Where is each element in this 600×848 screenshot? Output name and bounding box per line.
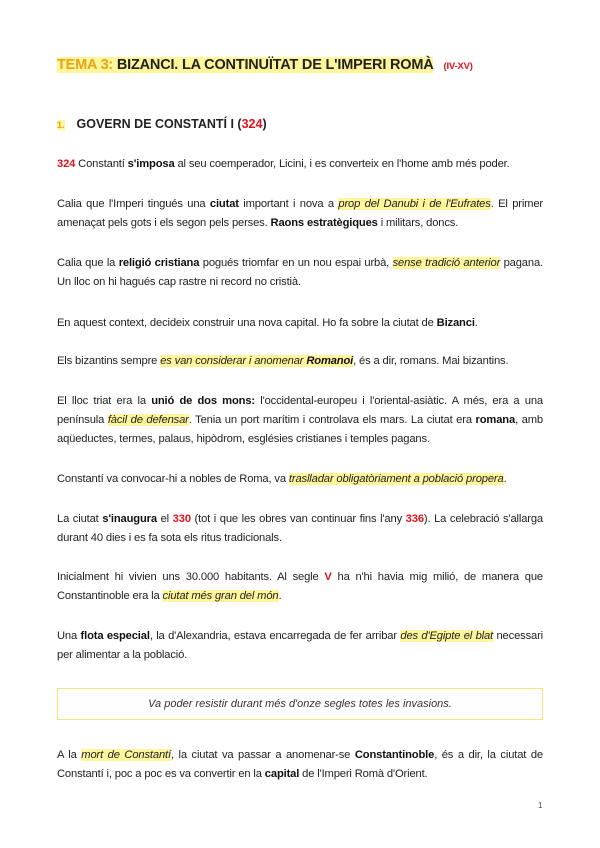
p10-text: Una bbox=[57, 630, 81, 642]
paragraph-10 bbox=[57, 627, 543, 665]
p2-bold-2: Raons estratègiques bbox=[270, 217, 378, 229]
p6-text-4: , amb aqüeductes, termes, palaus, hipòdrom, esglésies cristianes i temples pagans. bbox=[57, 414, 543, 445]
page-title bbox=[57, 57, 473, 73]
p7-highlight: traslladar obligatòriament a població propera bbox=[288, 473, 504, 485]
p1-bold: s'imposa bbox=[127, 158, 175, 170]
p4-text: En aquest context, decideix construir una nova capital. Ho fa sobre la ciutat de bbox=[57, 317, 437, 329]
p10-text-3: necessari per alimentar a la població. bbox=[57, 630, 544, 661]
p11-bold: Constantinoble bbox=[354, 749, 435, 761]
p11-text-3: , és a dir, la ciutat de Constantí i, poc a poc es va convertir en la bbox=[57, 749, 544, 780]
title-highlight bbox=[57, 57, 433, 73]
section-text: GOVERN DE CONSTANTÍ I ( bbox=[76, 117, 242, 131]
title-tema: TEMA 3: bbox=[57, 57, 114, 73]
p10-highlight: des d'Egipte el blat bbox=[400, 630, 494, 642]
p4-bold: Bizanci bbox=[436, 317, 475, 329]
section-number: 1. bbox=[57, 120, 65, 130]
section-heading bbox=[57, 117, 267, 131]
p8-text-2: el bbox=[156, 513, 173, 525]
page-number: 1 bbox=[538, 801, 543, 810]
p3-highlight: sense tradició anterior bbox=[392, 257, 501, 269]
paragraph-2 bbox=[57, 195, 543, 233]
paragraph-8 bbox=[57, 510, 543, 548]
section-close: ) bbox=[262, 117, 267, 131]
callout-box: Va poder resistir durant més d'onze segles totes les invasions. bbox=[57, 688, 543, 720]
p9-text-2: ha n'hi havia mig milió, de manera que Constantinoble era la bbox=[57, 571, 543, 602]
p2-text-3: . El primer amenaçat pels gots i els segon pels perses. bbox=[57, 198, 543, 229]
p2-text-4: i militars, doncs. bbox=[377, 217, 459, 229]
p6-bold: unió de dos mons: bbox=[151, 395, 255, 407]
p1-text: Constantí bbox=[75, 158, 128, 170]
p9-highlight: ciutat més gran del món bbox=[162, 590, 279, 602]
p5-highlight: es van considerar i anomenar bbox=[160, 355, 307, 367]
p10-bold: flota especial bbox=[80, 630, 150, 642]
p3-bold: religió cristiana bbox=[118, 257, 200, 269]
p5-highlight-bold: Romanoi bbox=[306, 355, 354, 367]
title-period: (IV-XV) bbox=[443, 61, 473, 72]
p10-text-2: , la d'Alexandria, estava encarregada de fer arribar bbox=[149, 630, 401, 642]
p6-text-2: l'occidental-europeu i l'oriental-asiàtic. A més, era a una península bbox=[57, 395, 543, 426]
p7-text: Constantí va convocar-hi a nobles de Roma, va bbox=[57, 473, 289, 485]
p2-text: Calia que l'Imperi tingués una bbox=[57, 198, 210, 210]
paragraph-3 bbox=[57, 254, 543, 292]
p7-text-2: . bbox=[503, 473, 507, 485]
paragraph-1 bbox=[57, 155, 543, 174]
p8-bold: s'inaugura bbox=[102, 513, 157, 525]
p3-text: Calia que la bbox=[57, 257, 119, 269]
paragraph-4 bbox=[57, 314, 543, 333]
p1-year: 324 bbox=[57, 158, 76, 170]
paragraph-11 bbox=[57, 746, 543, 784]
p8-year-330: 330 bbox=[172, 513, 191, 525]
p11-highlight: mort de Constantí bbox=[81, 749, 171, 761]
p6-text: El lloc triat era la bbox=[57, 395, 152, 407]
paragraph-5 bbox=[57, 352, 543, 371]
p6-text-3: . Tenia un port marítim i controlava els mars. La ciutat era bbox=[188, 414, 476, 426]
p5-text: Els bizantins sempre bbox=[57, 355, 161, 367]
p9-text-3: . bbox=[278, 590, 282, 602]
p11-text-2: , la ciutat va passar a anomenar-se bbox=[170, 749, 355, 761]
p4-text-2: . bbox=[474, 317, 478, 329]
p9-century: V bbox=[324, 571, 332, 583]
p6-highlight: fàcil de defensar bbox=[107, 414, 189, 426]
p3-text-2: pogués triomfar en un nou espai urbà, bbox=[199, 257, 393, 269]
p9-text: Inicialment hi vivien uns 30.000 habitants. Al segle bbox=[57, 571, 325, 583]
p2-bold: ciutat bbox=[209, 198, 239, 210]
paragraph-9 bbox=[57, 568, 543, 606]
paragraph-6 bbox=[57, 392, 543, 449]
p2-text-2: important i nova a bbox=[238, 198, 339, 210]
p2-highlight: prop del Danubi i de l'Eufrates bbox=[338, 198, 491, 210]
section-year: 324 bbox=[241, 117, 263, 131]
p8-text-3: (tot i que les obres van continuar fins l'any bbox=[190, 513, 406, 525]
p5-text-2: , és a dir, romans. Mai bizantins. bbox=[353, 355, 509, 367]
p11-bold-2: capital bbox=[264, 768, 300, 780]
p1-text-2: al seu coemperador, Licini, i es converteix en l'home amb més poder. bbox=[174, 158, 510, 170]
p8-year-336: 336 bbox=[405, 513, 424, 525]
p8-text: La ciutat bbox=[57, 513, 103, 525]
p11-text-4: de l'Imperi Romà d'Orient. bbox=[299, 768, 428, 780]
p8-text-4: ). La celebració s'allarga durant 40 dies i es fa sota els ritus tradicionals. bbox=[57, 513, 544, 544]
paragraph-7 bbox=[57, 470, 543, 489]
p6-bold-2: romana bbox=[475, 414, 516, 426]
p3-text-3: pagana. Un lloc on hi hagués cap rastre ni record no cristià. bbox=[57, 257, 543, 288]
p11-text: A la bbox=[57, 749, 82, 761]
title-main: BIZANCI. LA CONTINUÏTAT DE L'IMPERI ROMÀ bbox=[116, 57, 434, 73]
